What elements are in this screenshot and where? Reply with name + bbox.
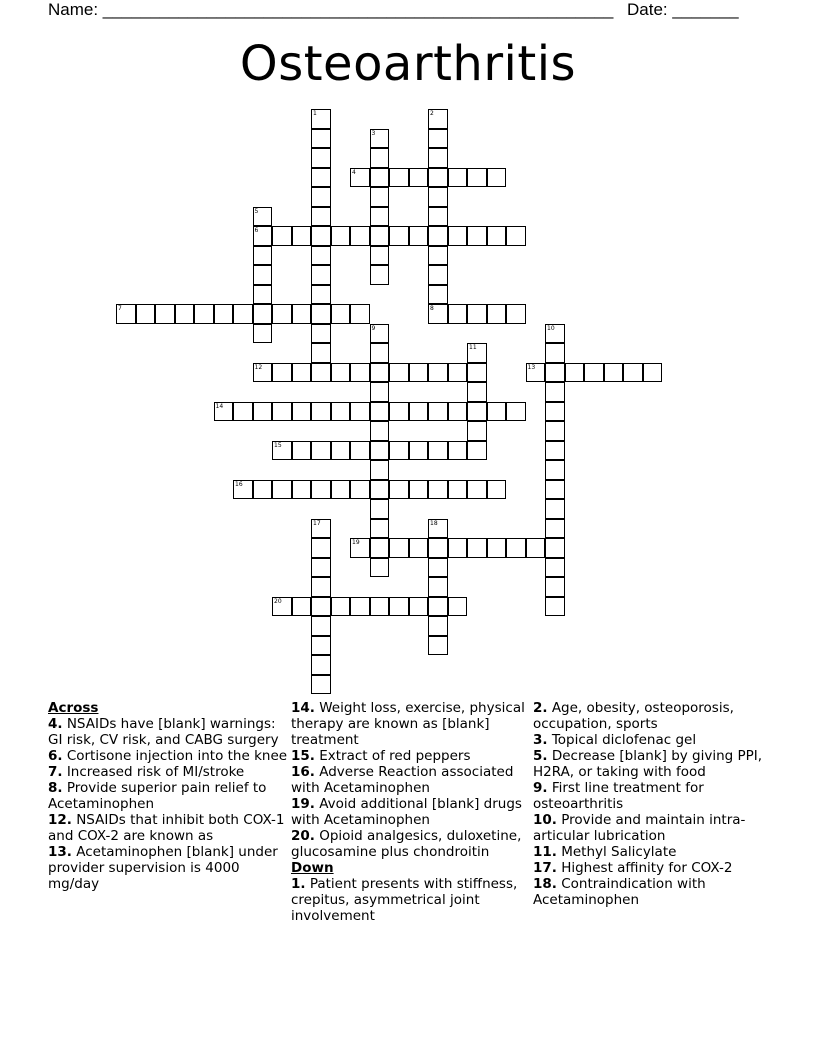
grid-cell[interactable] <box>350 226 370 246</box>
grid-cell[interactable] <box>311 109 331 129</box>
clue-number-label: 14. <box>291 700 315 716</box>
grid-cell[interactable] <box>292 363 312 383</box>
grid-cell[interactable] <box>428 558 448 578</box>
grid-cell[interactable] <box>272 226 292 246</box>
grid-cell[interactable] <box>467 421 487 441</box>
grid-cell[interactable] <box>467 480 487 500</box>
grid-cell[interactable] <box>545 558 565 578</box>
grid-cell[interactable] <box>545 577 565 597</box>
grid-cell[interactable] <box>487 402 507 422</box>
across-clue <box>291 700 531 748</box>
clue-number-label: 16. <box>291 764 315 780</box>
grid-cell[interactable] <box>331 597 351 617</box>
grid-cell[interactable] <box>545 597 565 617</box>
grid-cell[interactable] <box>350 441 370 461</box>
grid-cell[interactable] <box>448 402 468 422</box>
grid-cell[interactable] <box>467 168 487 188</box>
grid-cell[interactable] <box>467 226 487 246</box>
down-clue <box>533 780 773 812</box>
grid-cell[interactable] <box>506 226 526 246</box>
grid-cell[interactable] <box>272 597 292 617</box>
grid-cell[interactable] <box>311 363 331 383</box>
grid-cell[interactable] <box>370 402 390 422</box>
clue-text: Avoid additional [blank] drugs with Acetaminophen <box>291 796 522 828</box>
clue-text: NSAIDs have [blank] warnings: GI risk, CV risk, and CABG surgery <box>48 716 279 748</box>
clue-text: Age, obesity, osteoporosis, occupation, sports <box>533 700 734 732</box>
across-clue <box>48 716 288 748</box>
grid-cell[interactable] <box>311 616 331 636</box>
grid-cell[interactable] <box>311 187 331 207</box>
grid-cell[interactable] <box>428 129 448 149</box>
down-clue <box>533 860 773 876</box>
grid-cell[interactable] <box>389 168 409 188</box>
clue-number: 11 <box>469 344 477 351</box>
grid-cell[interactable] <box>370 324 390 344</box>
clue-number-label: 19. <box>291 796 315 812</box>
grid-cell[interactable] <box>214 402 234 422</box>
grid-cell[interactable] <box>448 480 468 500</box>
down-clue <box>533 748 773 780</box>
grid-cell[interactable] <box>253 324 273 344</box>
grid-cell[interactable] <box>370 538 390 558</box>
grid-cell[interactable] <box>487 480 507 500</box>
grid-cell[interactable] <box>194 304 214 324</box>
grid-cell[interactable] <box>545 441 565 461</box>
clue-number: 12 <box>254 363 263 371</box>
down-clue <box>533 700 773 732</box>
grid-cell[interactable] <box>545 499 565 519</box>
grid-cell[interactable] <box>545 460 565 480</box>
grid-cell[interactable] <box>428 265 448 285</box>
grid-cell[interactable] <box>370 441 390 461</box>
grid-cell[interactable] <box>370 226 390 246</box>
grid-cell[interactable] <box>409 538 429 558</box>
grid-cell[interactable] <box>448 538 468 558</box>
grid-cell[interactable] <box>311 597 331 617</box>
grid-cell[interactable] <box>311 402 331 422</box>
grid-cell[interactable] <box>350 304 370 324</box>
grid-cell[interactable] <box>448 363 468 383</box>
clue-text: Adverse Reaction associated with Acetaminophen <box>291 764 514 796</box>
clue-number-label: 17. <box>533 860 557 876</box>
across-clue <box>291 764 531 796</box>
clue-number: 3 <box>371 129 376 137</box>
grid-cell[interactable] <box>116 304 136 324</box>
grid-cell[interactable] <box>350 480 370 500</box>
grid-cell[interactable] <box>545 324 565 344</box>
grid-cell[interactable] <box>389 597 409 617</box>
grid-cell[interactable] <box>331 363 351 383</box>
clue-text: Methyl Salicylate <box>556 844 677 860</box>
down-clue <box>291 876 531 924</box>
grid-cell[interactable] <box>370 129 390 149</box>
grid-cell[interactable] <box>428 577 448 597</box>
grid-cell[interactable] <box>370 148 390 168</box>
grid-cell[interactable] <box>545 538 565 558</box>
grid-cell[interactable] <box>370 207 390 227</box>
across-clue <box>48 812 288 844</box>
down-heading: Down <box>291 860 334 876</box>
grid-cell[interactable] <box>311 285 331 305</box>
grid-cell[interactable] <box>428 168 448 188</box>
grid-cell[interactable] <box>253 226 273 246</box>
grid-cell[interactable] <box>350 168 370 188</box>
clue-column-3 <box>533 700 773 908</box>
grid-cell[interactable] <box>331 402 351 422</box>
grid-cell[interactable] <box>311 441 331 461</box>
grid-cell[interactable] <box>292 402 312 422</box>
across-clue <box>291 796 531 828</box>
grid-cell[interactable] <box>253 480 273 500</box>
grid-cell[interactable] <box>331 480 351 500</box>
clue-number-label: 20. <box>291 828 315 844</box>
clue-number: 19 <box>352 539 360 546</box>
grid-cell[interactable] <box>292 226 312 246</box>
clue-text: Weight loss, exercise, physical therapy are known as [blank] treatment <box>291 700 525 748</box>
grid-cell[interactable] <box>409 441 429 461</box>
clue-text: Highest affinity for COX-2 <box>556 860 733 876</box>
grid-cell[interactable] <box>272 402 292 422</box>
grid-cell[interactable] <box>409 402 429 422</box>
grid-cell[interactable] <box>545 402 565 422</box>
grid-cell[interactable] <box>545 382 565 402</box>
grid-cell[interactable] <box>545 480 565 500</box>
grid-cell[interactable] <box>487 226 507 246</box>
grid-cell[interactable] <box>311 343 331 363</box>
clue-number: 2 <box>430 110 434 117</box>
name-line: ______________________________________________________ <box>102 0 614 19</box>
clue-number: 1 <box>313 110 317 117</box>
grid-cell[interactable] <box>350 597 370 617</box>
grid-cell[interactable] <box>253 363 273 383</box>
grid-cell[interactable] <box>428 363 448 383</box>
clue-number-label: 4. <box>48 716 63 732</box>
grid-cell[interactable] <box>311 246 331 266</box>
grid-cell[interactable] <box>428 441 448 461</box>
grid-cell[interactable] <box>389 480 409 500</box>
clue-number: 14 <box>215 402 224 410</box>
grid-cell[interactable] <box>467 363 487 383</box>
clue-column-2 <box>291 700 531 924</box>
grid-cell[interactable] <box>409 363 429 383</box>
grid-cell[interactable] <box>311 226 331 246</box>
clue-number: 7 <box>118 305 122 312</box>
grid-cell[interactable] <box>545 421 565 441</box>
grid-cell[interactable] <box>311 558 331 578</box>
across-clue <box>291 748 531 764</box>
grid-cell[interactable] <box>428 519 448 539</box>
clue-number-label: 11. <box>533 844 557 860</box>
grid-cell[interactable] <box>428 304 448 324</box>
grid-cell[interactable] <box>467 304 487 324</box>
grid-cell[interactable] <box>409 226 429 246</box>
grid-cell[interactable] <box>409 480 429 500</box>
clue-number: 18 <box>430 519 438 527</box>
grid-cell[interactable] <box>311 577 331 597</box>
grid-cell[interactable] <box>253 285 273 305</box>
grid-cell[interactable] <box>311 636 331 656</box>
clue-number-label: 18. <box>533 876 557 892</box>
clue-text: Patient presents with stiffness, crepitus, asymmetrical joint involvement <box>291 876 518 924</box>
clue-number: 10 <box>547 324 555 332</box>
clue-number-label: 12. <box>48 812 72 828</box>
grid-cell[interactable] <box>467 538 487 558</box>
grid-cell[interactable] <box>292 597 312 617</box>
grid-cell[interactable] <box>370 382 390 402</box>
grid-cell[interactable] <box>389 441 409 461</box>
grid-cell[interactable] <box>331 226 351 246</box>
grid-cell[interactable] <box>409 168 429 188</box>
grid-cell[interactable] <box>175 304 195 324</box>
grid-cell[interactable] <box>370 480 390 500</box>
clue-number: 17 <box>313 519 321 527</box>
grid-cell[interactable] <box>370 558 390 578</box>
grid-cell[interactable] <box>428 538 448 558</box>
grid-cell[interactable] <box>370 363 390 383</box>
grid-cell[interactable] <box>448 441 468 461</box>
grid-cell[interactable] <box>272 480 292 500</box>
clue-text: First line treatment for osteoarthritis <box>533 780 704 812</box>
grid-cell[interactable] <box>526 363 546 383</box>
clue-number-label: 2. <box>533 700 548 716</box>
down-clue <box>533 812 773 844</box>
clue-number: 13 <box>527 363 536 371</box>
grid-cell[interactable] <box>448 226 468 246</box>
grid-cell[interactable] <box>311 324 331 344</box>
grid-cell[interactable] <box>428 402 448 422</box>
grid-cell[interactable] <box>311 519 331 539</box>
grid-cell[interactable] <box>623 363 643 383</box>
grid-cell[interactable] <box>604 363 624 383</box>
grid-cell[interactable] <box>409 597 429 617</box>
grid-cell[interactable] <box>506 538 526 558</box>
across-clue <box>48 844 288 892</box>
grid-cell[interactable] <box>136 304 156 324</box>
clue-number: 5 <box>254 207 259 215</box>
grid-cell[interactable] <box>331 304 351 324</box>
clue-number-label: 6. <box>48 748 63 764</box>
clue-number: 20 <box>274 597 282 605</box>
grid-cell[interactable] <box>253 265 273 285</box>
clue-number: 6 <box>254 227 259 234</box>
page-title: Osteoarthritis <box>239 36 577 92</box>
date-line: _______ <box>672 0 739 19</box>
grid-cell[interactable] <box>370 168 390 188</box>
clue-number-label: 10. <box>533 812 557 828</box>
down-clue <box>533 844 773 860</box>
date-label: Date: <box>627 0 673 19</box>
grid-cell[interactable] <box>311 168 331 188</box>
grid-cell[interactable] <box>506 304 526 324</box>
clue-text: Topical diclofenac gel <box>547 732 697 748</box>
grid-cell[interactable] <box>272 441 292 461</box>
grid-cell[interactable] <box>311 538 331 558</box>
grid-cell[interactable] <box>467 343 487 363</box>
clue-text: Provide and maintain intra-articular lubrication <box>533 812 746 844</box>
clue-text: Opioid analgesics, duloxetine, glucosamine plus chondroitin <box>291 828 522 860</box>
grid-cell[interactable] <box>311 304 331 324</box>
clue-number-label: 15. <box>291 748 315 764</box>
across-heading: Across <box>48 700 99 716</box>
grid-cell[interactable] <box>545 519 565 539</box>
grid-cell[interactable] <box>428 480 448 500</box>
grid-cell[interactable] <box>545 343 565 363</box>
grid-cell[interactable] <box>448 597 468 617</box>
grid-cell[interactable] <box>448 168 468 188</box>
across-clue <box>48 748 288 764</box>
down-clue <box>533 876 773 908</box>
grid-cell[interactable] <box>253 304 273 324</box>
grid-cell[interactable] <box>526 538 546 558</box>
name-label: Name: <box>48 0 103 19</box>
clue-number-label: 13. <box>48 844 72 860</box>
grid-cell[interactable] <box>253 246 273 266</box>
clue-number-label: 3. <box>533 732 548 748</box>
grid-cell[interactable] <box>370 421 390 441</box>
clue-number-label: 9. <box>533 780 548 796</box>
grid-cell[interactable] <box>428 285 448 305</box>
grid-cell[interactable] <box>428 636 448 656</box>
grid-cell[interactable] <box>428 597 448 617</box>
grid-cell[interactable] <box>467 382 487 402</box>
grid-cell[interactable] <box>389 226 409 246</box>
grid-cell[interactable] <box>214 304 234 324</box>
grid-cell[interactable] <box>487 168 507 188</box>
clue-text: Decrease [blank] by giving PPI, H2RA, or taking with food <box>533 748 763 780</box>
grid-cell[interactable] <box>311 129 331 149</box>
grid-cell[interactable] <box>370 246 390 266</box>
clue-number: 9 <box>371 324 376 332</box>
clue-text: Extract of red peppers <box>314 748 471 764</box>
clue-text: NSAIDs that inhibit both COX-1 and COX-2 are known as <box>48 812 285 844</box>
across-clue <box>291 828 531 860</box>
clue-number-label: 7. <box>48 764 63 780</box>
grid-cell[interactable] <box>292 441 312 461</box>
down-clue <box>533 732 773 748</box>
clue-number-label: 5. <box>533 748 548 764</box>
grid-cell[interactable] <box>428 246 448 266</box>
grid-cell[interactable] <box>370 460 390 480</box>
grid-cell[interactable] <box>311 655 331 675</box>
grid-cell[interactable] <box>253 207 273 227</box>
grid-cell[interactable] <box>370 187 390 207</box>
grid-cell[interactable] <box>233 480 253 500</box>
grid-cell[interactable] <box>643 363 663 383</box>
grid-cell[interactable] <box>155 304 175 324</box>
clue-number: 4 <box>352 168 356 176</box>
grid-cell[interactable] <box>428 616 448 636</box>
grid-cell[interactable] <box>467 402 487 422</box>
grid-cell[interactable] <box>311 675 331 695</box>
grid-cell[interactable] <box>565 363 585 383</box>
grid-cell[interactable] <box>428 109 448 129</box>
grid-cell[interactable] <box>233 402 253 422</box>
across-clue <box>48 764 288 780</box>
clue-number: 15 <box>274 441 282 449</box>
grid-cell[interactable] <box>389 402 409 422</box>
grid-cell[interactable] <box>448 304 468 324</box>
clue-text: Cortisone injection into the knee <box>62 748 288 764</box>
grid-cell[interactable] <box>311 148 331 168</box>
grid-cell[interactable] <box>487 538 507 558</box>
grid-cell[interactable] <box>311 480 331 500</box>
grid-cell[interactable] <box>350 363 370 383</box>
grid-cell[interactable] <box>350 538 370 558</box>
grid-cell[interactable] <box>545 363 565 383</box>
grid-cell[interactable] <box>370 343 390 363</box>
grid-cell[interactable] <box>370 265 390 285</box>
clue-text: Acetaminophen [blank] under provider supervision is 4000 mg/day <box>48 844 278 892</box>
grid-cell[interactable] <box>311 207 331 227</box>
grid-cell[interactable] <box>428 187 448 207</box>
grid-cell[interactable] <box>272 304 292 324</box>
across-clue <box>48 780 288 812</box>
clue-number: 8 <box>430 305 434 312</box>
clue-text: Increased risk of MI/stroke <box>62 764 245 780</box>
grid-cell[interactable] <box>487 304 507 324</box>
clue-number-label: 8. <box>48 780 63 796</box>
clue-text: Contraindication with Acetaminophen <box>533 876 706 908</box>
clue-text: Provide superior pain relief to Acetaminophen <box>48 780 267 812</box>
grid-cell[interactable] <box>389 363 409 383</box>
grid-cell[interactable] <box>292 304 312 324</box>
grid-cell[interactable] <box>233 304 253 324</box>
grid-cell[interactable] <box>467 441 487 461</box>
grid-cell[interactable] <box>428 226 448 246</box>
clue-number-label: 1. <box>291 876 306 892</box>
clue-number: 16 <box>235 480 243 488</box>
grid-cell[interactable] <box>292 480 312 500</box>
grid-cell[interactable] <box>272 363 292 383</box>
grid-cell[interactable] <box>428 148 448 168</box>
grid-cell[interactable] <box>370 597 390 617</box>
grid-cell[interactable] <box>389 538 409 558</box>
grid-cell[interactable] <box>311 265 331 285</box>
grid-cell[interactable] <box>506 402 526 422</box>
grid-cell[interactable] <box>584 363 604 383</box>
clue-column-1 <box>48 700 288 892</box>
grid-cell[interactable] <box>428 207 448 227</box>
grid-cell[interactable] <box>370 519 390 539</box>
grid-cell[interactable] <box>331 441 351 461</box>
grid-cell[interactable] <box>350 402 370 422</box>
grid-cell[interactable] <box>370 499 390 519</box>
grid-cell[interactable] <box>253 402 273 422</box>
